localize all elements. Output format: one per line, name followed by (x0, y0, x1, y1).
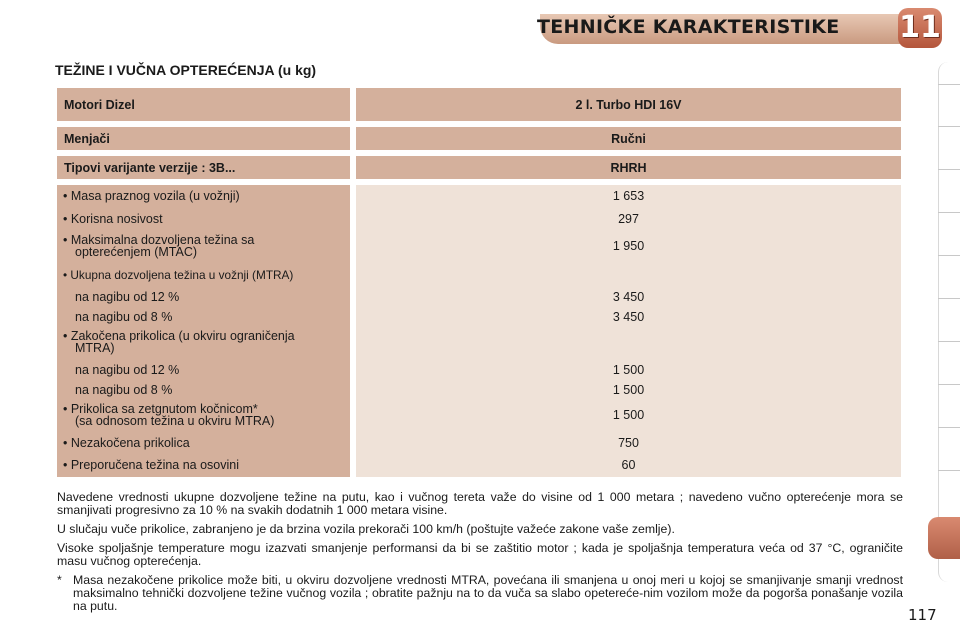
row-value: 1 500 (612, 363, 645, 377)
chapter-number-badge: 11 (898, 8, 942, 48)
row-value: 60 (621, 458, 636, 472)
row-label: • Ukupna dozvoljena težina u vožnji (MTRA) (63, 268, 294, 282)
tab-divider (938, 255, 960, 256)
row-label: • Prikolica sa zetgnutom kočnicom* (63, 402, 258, 416)
table-header-row-gearbox (57, 127, 901, 150)
row-label: • Maksimalna dozvoljena težina sa (63, 233, 255, 247)
row-value: 3 450 (612, 290, 645, 304)
tab-strip-edge (938, 62, 960, 582)
weights-table (57, 88, 901, 477)
header-label: Tipovi varijante verzije : 3B... (57, 156, 350, 179)
header-label: Motori Dizel (57, 88, 350, 121)
row-value: 1 950 (612, 239, 645, 253)
note-paragraph: Navedene vrednosti ukupne dozvoljene težine na putu, kao i vučnog tereta važe do visine od 1 000 metara ; navedeno vučno opterećenje mora se smanjivati progresivno za 10 % na svakih dodatnih 1 000 metara visine. (57, 490, 903, 517)
row-label: na nagibu od 8 % (75, 310, 173, 324)
row-value: 750 (618, 436, 639, 450)
page-header (0, 0, 960, 50)
tab-divider (938, 212, 960, 213)
table-body (57, 185, 901, 477)
note-paragraph: Visoke spoljašnje temperature mogu izazvati smanjenje performansi da bi se zaštitio motor ; kada je spoljašnja temperatura veća od 37 °C, ograničite masu vučnog opterećenja. (57, 541, 903, 568)
row-label: • Masa praznog vozila (u vožnji) (63, 189, 240, 203)
row-value: 1 500 (612, 408, 645, 422)
footnote-mark: * (57, 573, 62, 587)
header-value: RHRH (356, 156, 901, 179)
row-label: • Preporučena težina na osovini (63, 458, 240, 472)
table-header-row-engine (57, 88, 901, 121)
table-value-column (356, 185, 901, 477)
table-header-row-variant (57, 156, 901, 179)
note-paragraph: U slučaju vuče prikolice, zabranjeno je da brzina vozila prekorači 100 km/h (poštujte važeće zakone vaše zemlje). (57, 522, 675, 536)
tab-divider (938, 427, 960, 428)
notes-section (57, 491, 903, 613)
header-value: Ručni (356, 127, 901, 150)
footnote-text: Masa nezakočene prikolice može biti, u okviru dozvoljene vrednosti MTRA, povećana ili smanjena u onoj meri u kojoj se smanjivanje smanji vrednost maksimalno tehnički dozvoljene težine vučnog vozila ; obratite pažnju na to da vuča sa slabo opetereće-nim vozilom može da pogorša ponašanje vozila na putu. (73, 573, 903, 613)
table-label-column (57, 185, 350, 477)
row-label: • Nezakočena prikolica (63, 436, 190, 450)
row-label: • Zakočena prikolica (u okviru ograničenja (63, 329, 295, 343)
chapter-tab-strip (928, 62, 960, 582)
chapter-title: TEHNIČKE KARAKTERISTIKE (537, 16, 840, 38)
row-label: na nagibu od 8 % (75, 383, 173, 397)
page-number: 117 (908, 606, 937, 624)
header-value: 2 l. Turbo HDI 16V (356, 88, 901, 121)
row-value: 297 (618, 212, 639, 226)
tab-divider (938, 470, 960, 471)
tab-divider (938, 126, 960, 127)
row-label: na nagibu od 12 % (75, 363, 180, 377)
tab-divider (938, 298, 960, 299)
footnote (57, 574, 903, 613)
tab-divider (938, 84, 960, 85)
row-value: 1 653 (612, 189, 645, 203)
row-label: MTRA) (75, 341, 115, 355)
section-title: TEŽINE I VUČNA OPTEREĆENJA (u kg) (55, 62, 317, 78)
row-label: opterećenjem (MTAC) (75, 245, 198, 259)
chapter-tab-active[interactable] (928, 517, 960, 559)
header-label: Menjači (57, 127, 350, 150)
tab-divider (938, 169, 960, 170)
row-label: • Korisna nosivost (63, 212, 163, 226)
tab-divider (938, 341, 960, 342)
row-label: na nagibu od 12 % (75, 290, 180, 304)
row-value: 3 450 (612, 310, 645, 324)
row-value: 1 500 (612, 383, 645, 397)
tab-divider (938, 384, 960, 385)
row-label: (sa odnosom težina u okviru MTRA) (75, 414, 275, 428)
